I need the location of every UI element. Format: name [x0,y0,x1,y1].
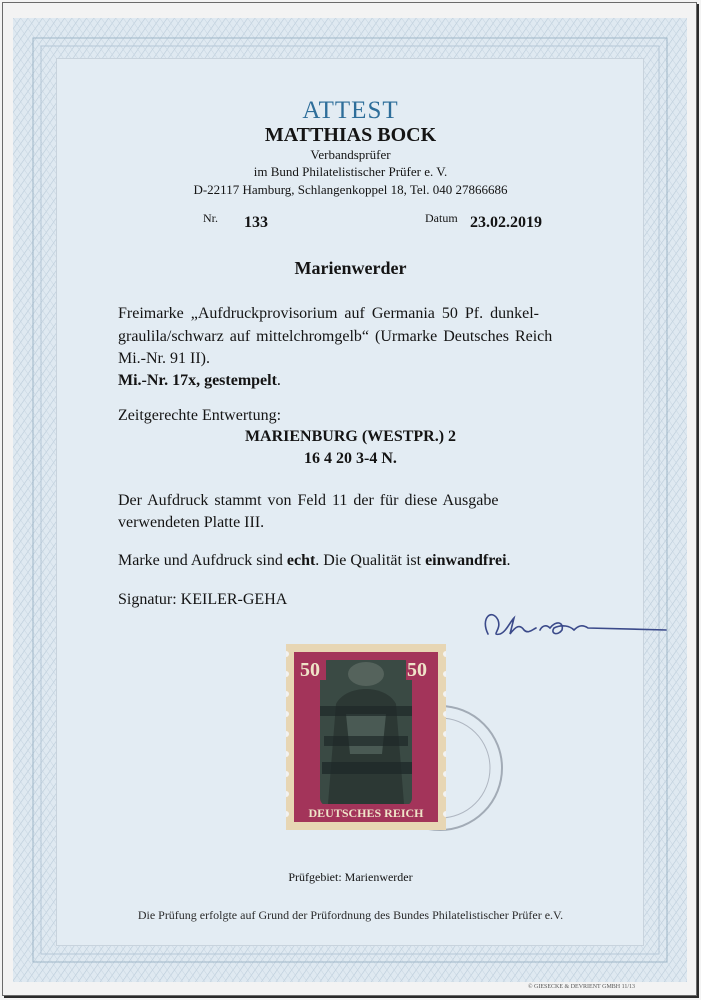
authenticity-statement [118,552,511,570]
stamp-inscription: DEUTSCHES REICH [308,806,424,820]
quality-verdict: einwandfrei [425,552,507,569]
stamp-value-right: 50 [407,659,427,681]
examiner-address: D-22117 Hamburg, Schlangenkoppel 18, Tel. 040 27866686 [193,182,508,197]
legal-footer: Die Prüfung erfolgte auf Grund der Prüfordnung des Bundes Philatelistischer Prüfer e.V. [137,908,564,922]
authenticity-text-a: Marke und Aufdruck sind [118,552,287,569]
authenticity-text-c: . Die Qualität ist [315,552,426,569]
certificate-date: 23.02.2019 [470,214,542,231]
cancellation-label: Zeitgerechte Entwertung: [118,407,282,424]
postmark-date: 16 4 20 3-4 N. [304,450,397,467]
authenticity-text-e: . [506,552,511,569]
description-line-3: Mi.-Nr. 91 II). [118,350,210,367]
examiner-name: MATTHIAS BOCK [264,124,437,146]
certificate-number: 133 [244,214,268,231]
description-line-1: Freimarke „Aufdruckprovisorium auf Germania 50 Pf. dunkel- [118,305,539,322]
plate-position-line-2: verwendeten Platte III. [118,514,265,531]
area-heading: Marienwerder [294,258,407,278]
signature-note: Signatur: KEILER-GEHA [118,591,288,608]
printer-copyright: © GIESECKE & DEVRIENT GMBH 11/13 [528,984,636,990]
examiner-role: Verbandsprüfer [310,147,391,162]
certificate-title: ATTEST [302,97,399,124]
description-line-2: graulila/schwarz auf mittelchromgelb“ (Urmarke Deutsches Reich [118,328,553,345]
plate-position-line-1: Der Aufdruck stammt von Feld 11 der für diese Ausgabe [118,492,499,509]
date-label: Datum [425,211,458,225]
examiner-association: im Bund Philatelistischer Prüfer e. V. [253,164,448,179]
catalogue-number [118,372,281,390]
stamp-value-left: 50 [300,659,320,681]
catalogue-number-tail: . [276,372,281,389]
catalogue-number-bold: Mi.-Nr. 17x, gestempelt [118,372,277,389]
authenticity-verdict: echt [286,552,316,569]
number-label: Nr. [203,211,218,225]
examination-area: Prüfgebiet: Marienwerder [288,870,413,884]
stamp-image [286,644,446,830]
postmark-place: MARIENBURG (WESTPR.) 2 [244,428,457,445]
